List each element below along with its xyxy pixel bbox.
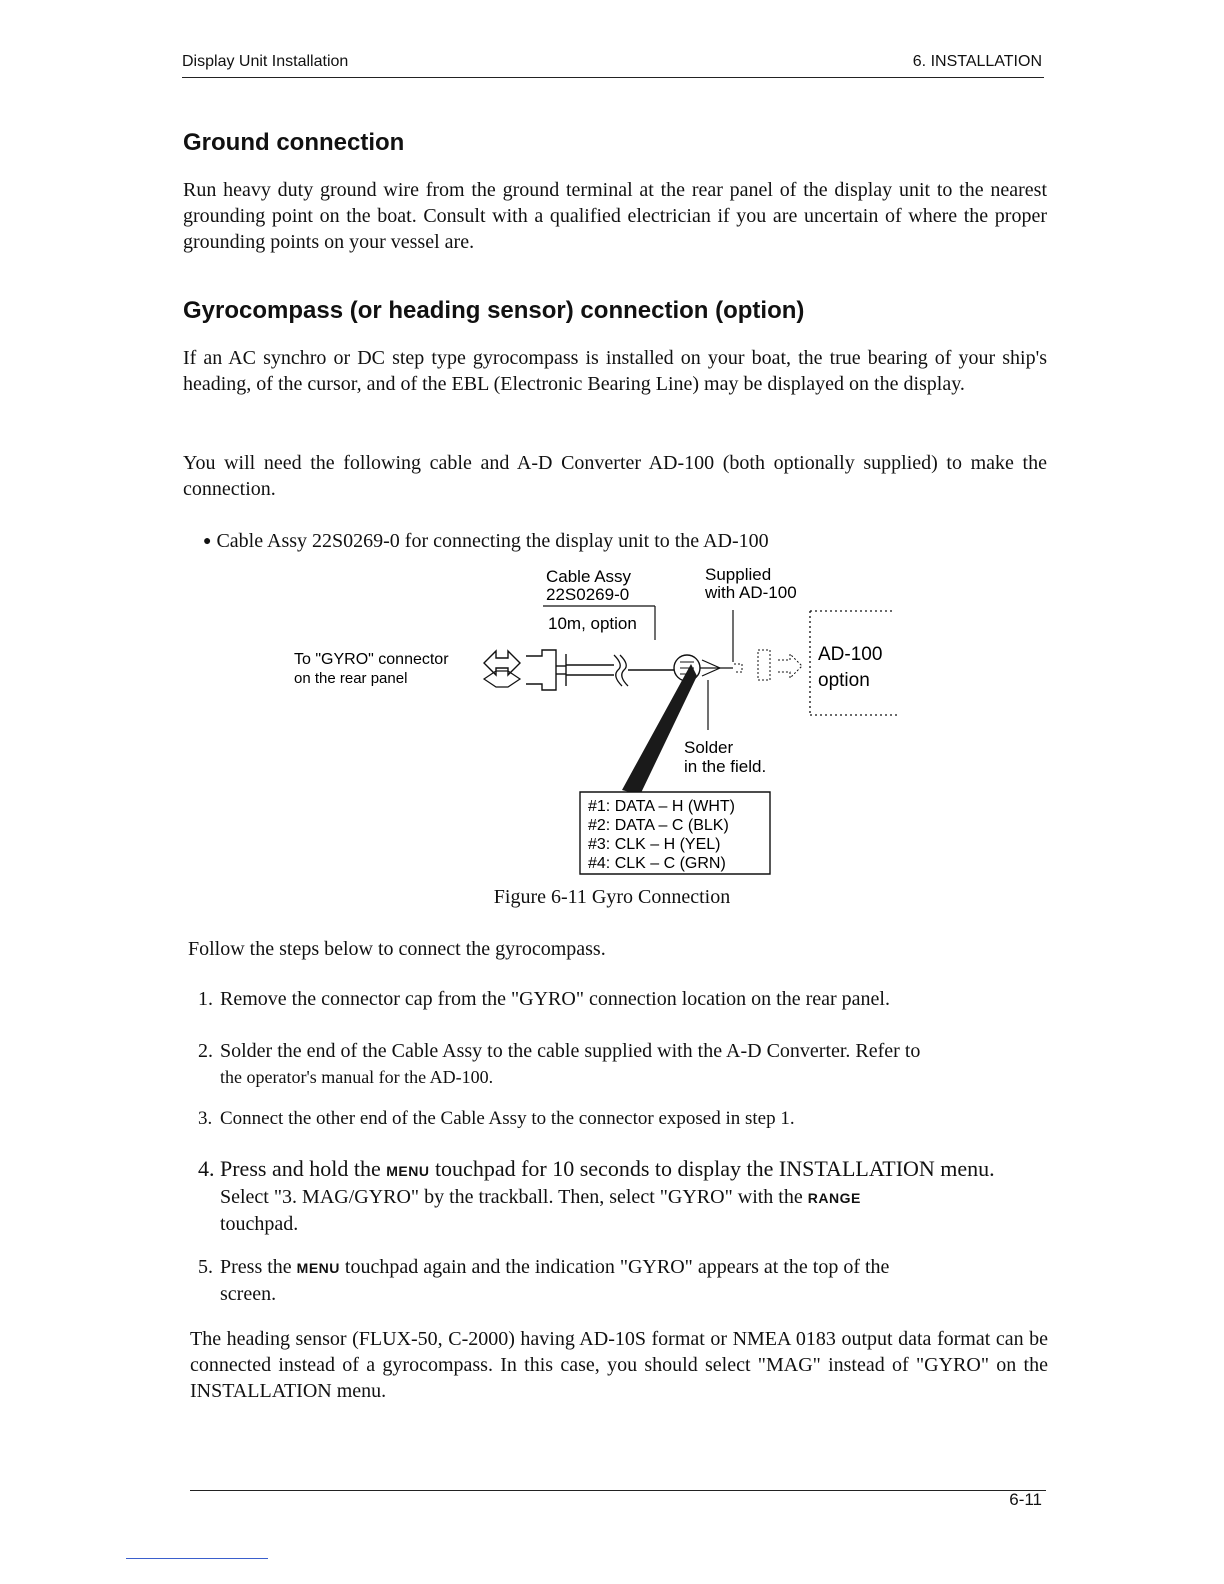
procedure-lead: Follow the steps below to connect the gyrocompass. xyxy=(188,938,606,960)
ad100-plug-dashed xyxy=(758,650,770,680)
step-5-text-a: Press the xyxy=(220,1256,297,1278)
step-4-text-a: Press and hold the xyxy=(220,1156,387,1181)
gyro-intro-paragraph: If an AC synchro or DC step type gyrocompass is installed on your boat, the true bearing of your ship's heading, of the cursor, and of the EBL (Electronic Bearing Line) may be displayed on the display. xyxy=(183,347,1047,395)
closing-paragraph: The heading sensor (FLUX-50, C-2000) having AD-10S format or NMEA 0183 output data format can be connected instead of a gyrocompass. In this case, you should select "MAG" instead of "GYRO" on the INSTALLATION menu. xyxy=(190,1328,1048,1402)
step-1 xyxy=(198,986,1048,1012)
pin-3-label: #3: CLK – H (YEL) xyxy=(588,836,721,853)
step-4 xyxy=(198,1156,1048,1237)
step-4-text-b: touchpad for 10 seconds to display the INSTALLATION menu. xyxy=(429,1156,995,1181)
supplied-plug-dashed xyxy=(734,664,742,672)
step-5-text-c: screen. xyxy=(220,1283,277,1305)
solder-label-1: Solder xyxy=(684,738,734,757)
connect-arrow-lower-icon xyxy=(484,671,520,687)
ad100-label: AD-100 xyxy=(818,644,883,665)
ad100-option-label: option xyxy=(818,670,870,691)
step-3 xyxy=(198,1106,1048,1132)
cable-break-mark-2 xyxy=(620,655,628,686)
range-key-label: RANGE xyxy=(807,1190,861,1206)
pin-2-label: #2: DATA – C (BLK) xyxy=(588,817,729,834)
running-header-chapter: 6. INSTALLATION xyxy=(912,53,1042,70)
step-2-line-2: the operator's manual for the AD-100. xyxy=(220,1067,494,1087)
gyro-connection-heading: Gyrocompass (or heading sensor) connection (option) xyxy=(183,297,805,324)
ad100-arrow-icon xyxy=(778,654,802,678)
length-label: 10m, option xyxy=(548,614,637,633)
bullet-dot-icon: ● xyxy=(203,534,212,549)
step-3-number: 3. xyxy=(198,1108,213,1129)
cable-break-mark-1 xyxy=(614,655,622,686)
gyro-need-paragraph: You will need the following cable and A-D Converter AD-100 (both optionally supplied) to make the connection. xyxy=(183,452,1047,500)
to-gyro-label-2: on the rear panel xyxy=(294,670,408,687)
pin-4-label: #4: CLK – C (GRN) xyxy=(588,855,726,872)
step-3-text: Connect the other end of the Cable Assy to the connector exposed in step 1. xyxy=(220,1108,795,1129)
step-1-text: Remove the connector cap from the "GYRO" connection location on the rear panel. xyxy=(220,988,890,1010)
step-4-line-2 xyxy=(198,1184,1048,1211)
supplied-label-2: with AD-100 xyxy=(705,583,797,602)
page-number: 6-11 xyxy=(1009,1490,1042,1509)
step-5-number: 5. xyxy=(198,1256,213,1278)
running-header-section: Display Unit Installation xyxy=(182,53,349,70)
cable-assy-bullet-text: Cable Assy 22S0269-0 for connecting the display unit to the AD-100 xyxy=(216,530,769,552)
step-2-line-1: Solder the end of the Cable Assy to the cable supplied with the A-D Converter. Refer to xyxy=(220,1040,921,1062)
step-4-number: 4. xyxy=(198,1156,215,1181)
to-gyro-label-1: To "GYRO" connector xyxy=(294,651,449,668)
menu-key-label: MENU xyxy=(386,1163,430,1179)
figure-caption: Figure 6-11 Gyro Connection xyxy=(493,886,731,908)
plug-connector-icon xyxy=(526,650,556,690)
solder-label-2: in the field. xyxy=(684,757,767,776)
step-5-text-b: touchpad again and the indication "GYRO" appears at the top of the xyxy=(339,1256,890,1278)
supplied-label-1: Supplied xyxy=(705,565,772,584)
step-4-text-d: touchpad. xyxy=(220,1213,299,1235)
menu-key-label-2: MENU xyxy=(296,1260,340,1276)
ground-connection-heading: Ground connection xyxy=(183,129,405,156)
step-1-number: 1. xyxy=(198,988,213,1010)
footer-rule xyxy=(190,1490,1046,1491)
step-5 xyxy=(198,1254,1048,1307)
scan-edge-line xyxy=(126,1558,268,1559)
step-2-number: 2. xyxy=(198,1040,213,1062)
pin-1-label: #1: DATA – H (WHT) xyxy=(588,798,735,815)
step-2 xyxy=(198,1038,1048,1090)
cable-assy-label-2: 22S0269-0 xyxy=(546,585,630,604)
step-4-text-c: Select "3. MAG/GYRO" by the trackball. Then, select "GYRO" with the xyxy=(220,1186,808,1208)
ground-connection-body: Run heavy duty ground wire from the ground terminal at the rear panel of the display unit to the nearest grounding point on the boat. Consult with a qualified electrician if you are uncertain of where the proper grounding points on your vessel are. xyxy=(183,179,1047,253)
cable-assy-label-1: Cable Assy xyxy=(546,567,632,586)
